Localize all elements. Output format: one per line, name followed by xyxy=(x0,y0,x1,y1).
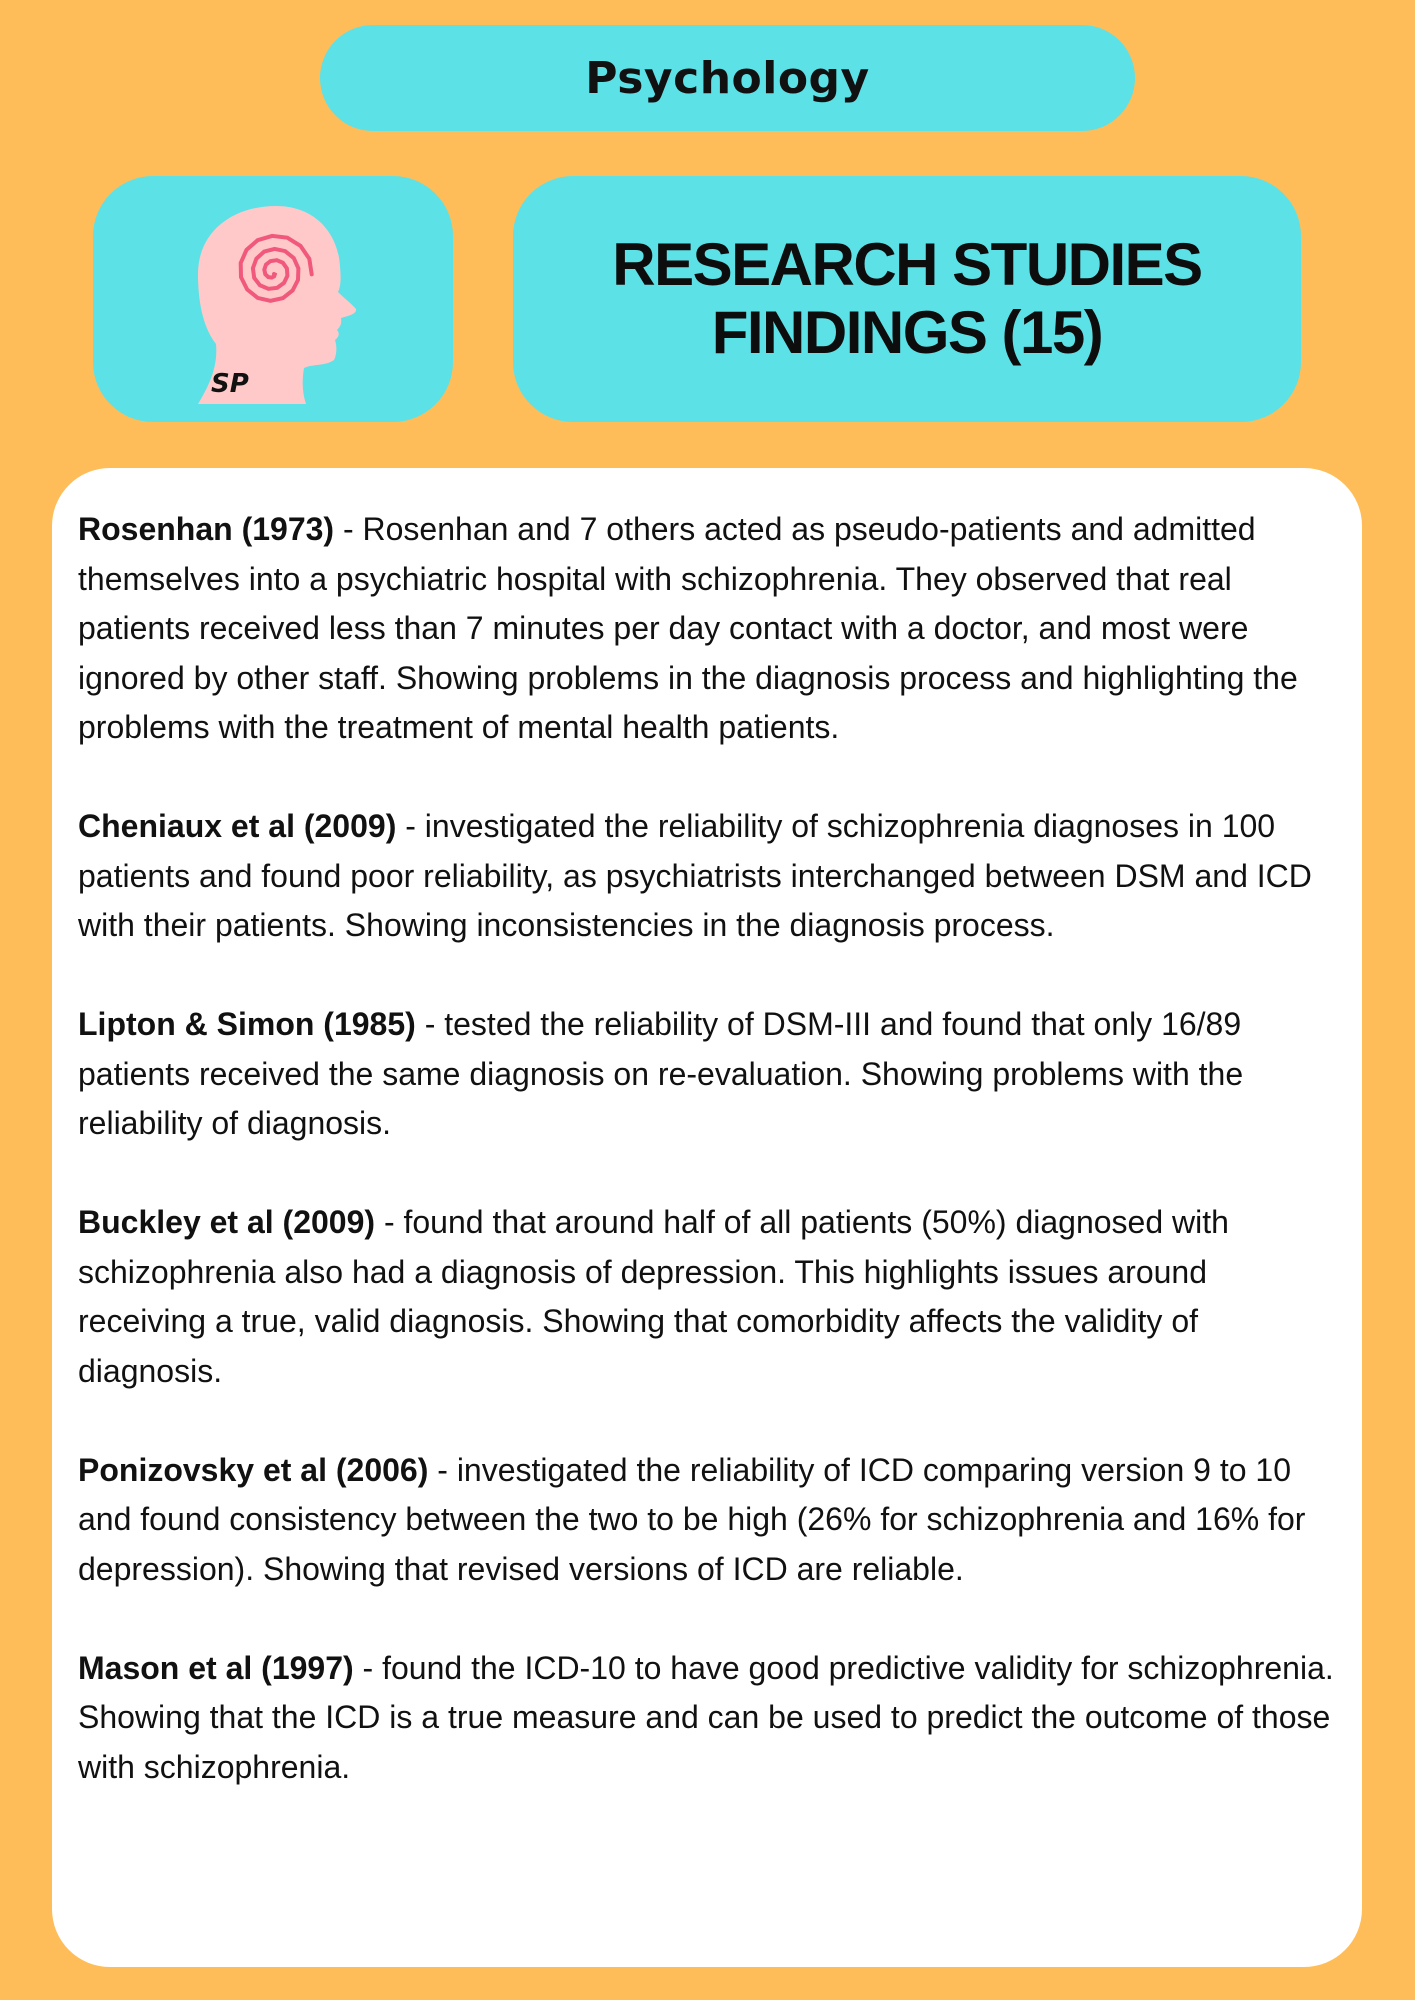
study-text: - tested the reliability of DSM-III and found that only 16/89 patients received the same diagnosis on re-evaluation. Showing problems with the reliability of diagnosis. xyxy=(78,1006,1244,1141)
study-author: Buckley et al (2009) xyxy=(78,1204,376,1240)
study-author: Ponizovsky et al (2006) xyxy=(78,1451,429,1488)
study-entry-rosenhan xyxy=(78,505,1338,753)
page-title-line-1: RESEARCH STUDIES xyxy=(612,231,1202,298)
study-entry-mason xyxy=(78,1644,1338,1793)
study-entry-buckley xyxy=(78,1198,1338,1396)
title-card xyxy=(513,176,1301,422)
study-text: - investigated the reliability of schizophrenia diagnoses in 100 patients and found poor reliability, as psychiatrists interchanged between DSM and ICD with their patients. Showing inconsistencies in the diagnosis process. xyxy=(78,808,1312,943)
page-title-line-2: FINDINGS (15) xyxy=(711,299,1103,366)
study-author: Cheniaux et al (2009) xyxy=(78,808,397,844)
subject-header xyxy=(320,25,1135,131)
study-entry-ponizovsky xyxy=(78,1446,1338,1595)
study-text: - found the ICD-10 to have good predictive validity for schizophrenia. Showing that the ICD is a true measure and can be used to predict the outcome of those with schizophrenia. xyxy=(78,1649,1334,1785)
logo-card xyxy=(93,176,453,422)
study-text: - Rosenhan and 7 others acted as pseudo-patients and admitted themselves into a psychiatric hospital with schizophrenia. They observed that real patients received less than 7 minutes per day contact with a doctor, and most were ignored by other staff. Showing problems in the diagnosis process and highlighting the problems with the treatment of mental health patients. xyxy=(78,511,1298,745)
study-author: Rosenhan (1973) xyxy=(78,511,335,547)
study-author: Lipton & Simon (1985) xyxy=(78,1006,416,1042)
study-text: - found that around half of all patients (50%) diagnosed with schizophrenia also had a diagnosis of depression. This highlights issues around receiving a true, valid diagnosis. Showing that comorbidity affects the validity of diagnosis. xyxy=(78,1204,1229,1389)
logo-initials: SP xyxy=(211,369,249,399)
study-entry-lipton-simon xyxy=(78,1000,1338,1149)
head-spiral-icon xyxy=(188,194,358,404)
studies-card xyxy=(52,468,1362,1967)
study-author: Mason et al (1997) xyxy=(78,1649,354,1686)
study-text: - investigated the reliability of ICD comparing version 9 to 10 and found consistency between the two to be high (26% for schizophrenia and 16% for depression). Showing that revised versions of ICD are reliable. xyxy=(78,1451,1306,1587)
subject-title: Psychology xyxy=(585,52,870,104)
study-entry-cheniaux xyxy=(78,802,1338,951)
